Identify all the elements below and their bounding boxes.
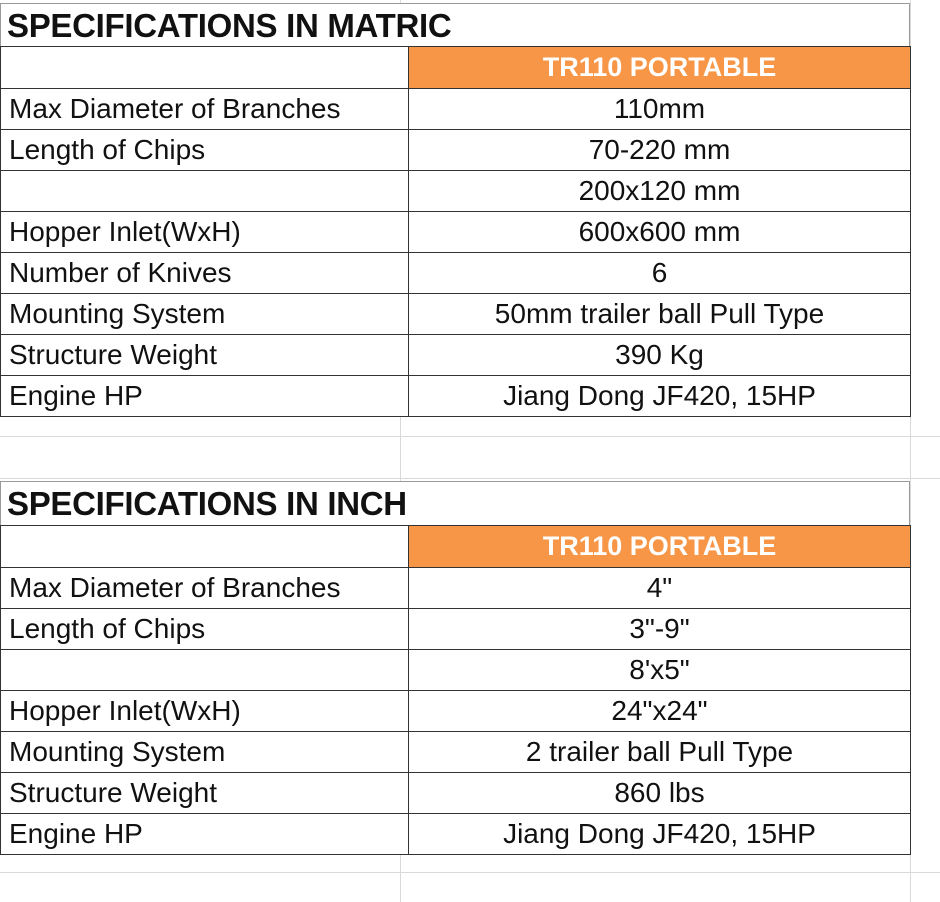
row-label [1, 650, 409, 691]
grid-line [0, 478, 940, 479]
table-row [1, 89, 911, 130]
section-title-metric: SPECIFICATIONS IN MATRIC [0, 3, 910, 47]
header-empty-cell [1, 526, 409, 568]
row-value: 24"x24" [409, 691, 911, 732]
row-value: 2 trailer ball Pull Type [409, 732, 911, 773]
row-label: Hopper Inlet(WxH) [1, 691, 409, 732]
row-value: 50mm trailer ball Pull Type [409, 294, 911, 335]
section-title-inch: SPECIFICATIONS IN INCH [0, 481, 910, 525]
table-row [1, 691, 911, 732]
row-label: Hopper Inlet(WxH) [1, 212, 409, 253]
grid-line [0, 436, 940, 437]
row-label: Mounting System [1, 732, 409, 773]
row-value: 8'x5" [409, 650, 911, 691]
table-row [1, 568, 911, 609]
table-row [1, 335, 911, 376]
row-label: Length of Chips [1, 609, 409, 650]
table-header-row [1, 526, 911, 568]
row-value: 200x120 mm [409, 171, 911, 212]
table-row [1, 376, 911, 417]
table-row [1, 650, 911, 691]
table-row [1, 171, 911, 212]
table-header-row [1, 47, 911, 89]
table-row [1, 773, 911, 814]
row-value: 860 lbs [409, 773, 911, 814]
spec-table-metric [0, 46, 911, 417]
grid-line [0, 872, 940, 873]
row-value: Jiang Dong JF420, 15HP [409, 814, 911, 855]
row-value: Jiang Dong JF420, 15HP [409, 376, 911, 417]
row-label: Engine HP [1, 376, 409, 417]
row-label: Mounting System [1, 294, 409, 335]
table-row [1, 294, 911, 335]
row-label: Max Diameter of Branches [1, 89, 409, 130]
row-label: Structure Weight [1, 335, 409, 376]
row-value: 600x600 mm [409, 212, 911, 253]
spec-table-inch [0, 525, 911, 855]
table-row [1, 814, 911, 855]
table-row [1, 732, 911, 773]
row-value: 6 [409, 253, 911, 294]
table-row [1, 609, 911, 650]
row-value: 70-220 mm [409, 130, 911, 171]
row-value: 3"-9" [409, 609, 911, 650]
row-value: 110mm [409, 89, 911, 130]
row-value: 390 Kg [409, 335, 911, 376]
row-label: Number of Knives [1, 253, 409, 294]
row-label: Structure Weight [1, 773, 409, 814]
row-label: Engine HP [1, 814, 409, 855]
table-row [1, 212, 911, 253]
header-empty-cell [1, 47, 409, 89]
row-label [1, 171, 409, 212]
model-header: TR110 PORTABLE [409, 526, 911, 568]
table-row [1, 130, 911, 171]
table-row [1, 253, 911, 294]
model-header: TR110 PORTABLE [409, 47, 911, 89]
row-value: 4" [409, 568, 911, 609]
row-label: Length of Chips [1, 130, 409, 171]
row-label: Max Diameter of Branches [1, 568, 409, 609]
